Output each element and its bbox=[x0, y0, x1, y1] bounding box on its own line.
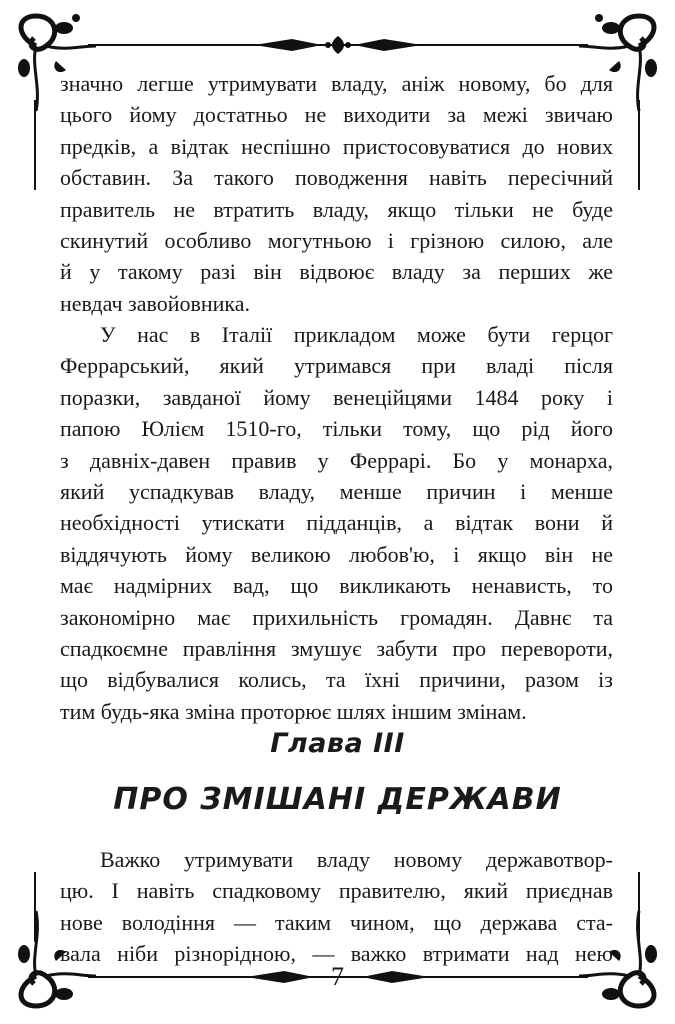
third-paragraph bbox=[60, 844, 613, 970]
text-line: У нас в Італії прикладом може бути герцог bbox=[100, 322, 613, 347]
text-line: значно легше утримувати владу, аніж новому, бо для bbox=[60, 71, 613, 96]
page-number: 7 bbox=[331, 962, 344, 991]
chapter-label: Глава III bbox=[270, 728, 405, 759]
text-line: має надмірних вад, що викликають ненависть, то bbox=[60, 573, 613, 599]
chapter-title: ПРО ЗМІШАНІ ДЕРЖАВИ bbox=[113, 782, 562, 817]
text-line: який успадкував владу, менше причин і менше bbox=[60, 479, 613, 505]
text-line: що відбувалися колись, та їхні причини, разом із bbox=[60, 667, 613, 693]
text-line: предків, а відтак неспішно пристосовуватися до нових bbox=[60, 133, 613, 159]
text-line: поразки, завданої йому венеційцями 1484 року і bbox=[60, 384, 613, 410]
second-paragraph bbox=[60, 319, 613, 727]
text-line: правитель не втратить владу, якщо тільки не буде bbox=[60, 196, 613, 222]
text-line: спадкоємне правління змушує забути про перевороти, bbox=[60, 636, 613, 662]
text-line: необхідності утискати підданців, а відтак вони й bbox=[60, 510, 613, 536]
text-line: обставин. За такого поводження навіть пересічний bbox=[60, 165, 613, 191]
text-line: цього йому достатньо не виходити за межі звичаю bbox=[60, 102, 613, 128]
text-line: нове володіння — таким чином, що держава ста- bbox=[60, 909, 613, 935]
text-line: невдач завойовника. bbox=[60, 290, 251, 316]
text-line: цю. І навіть спадковому правителю, який приєднав bbox=[60, 878, 613, 904]
fleuron-icon bbox=[252, 34, 424, 56]
text-line: вала ніби різнорідною, — важко втримати над нею bbox=[60, 941, 613, 967]
text-line: скинутий особливо могутньою і грізною силою, але bbox=[60, 228, 613, 254]
text-line: з давніх-давен правив у Феррарі. Бо у монарха, bbox=[60, 447, 613, 473]
text-line: Важко утримувати владу новому державотвор- bbox=[100, 847, 613, 872]
text-line: віддячують йому великою любов'ю, і якщо він не bbox=[60, 541, 613, 567]
text-line: Феррарський, який утримався при владі після bbox=[60, 353, 613, 379]
text-line: тим будь-яка зміна проторює шлях іншим змінам. bbox=[60, 698, 527, 724]
top-paragraph bbox=[60, 68, 613, 319]
text-line: й у такому разі він відвоює владу за перших же bbox=[60, 259, 613, 285]
text-line: закономірно має прихильність громадян. Давнє та bbox=[60, 604, 613, 630]
text-line: папою Юлієм 1510-го, тільки тому, що рід його bbox=[60, 416, 613, 442]
